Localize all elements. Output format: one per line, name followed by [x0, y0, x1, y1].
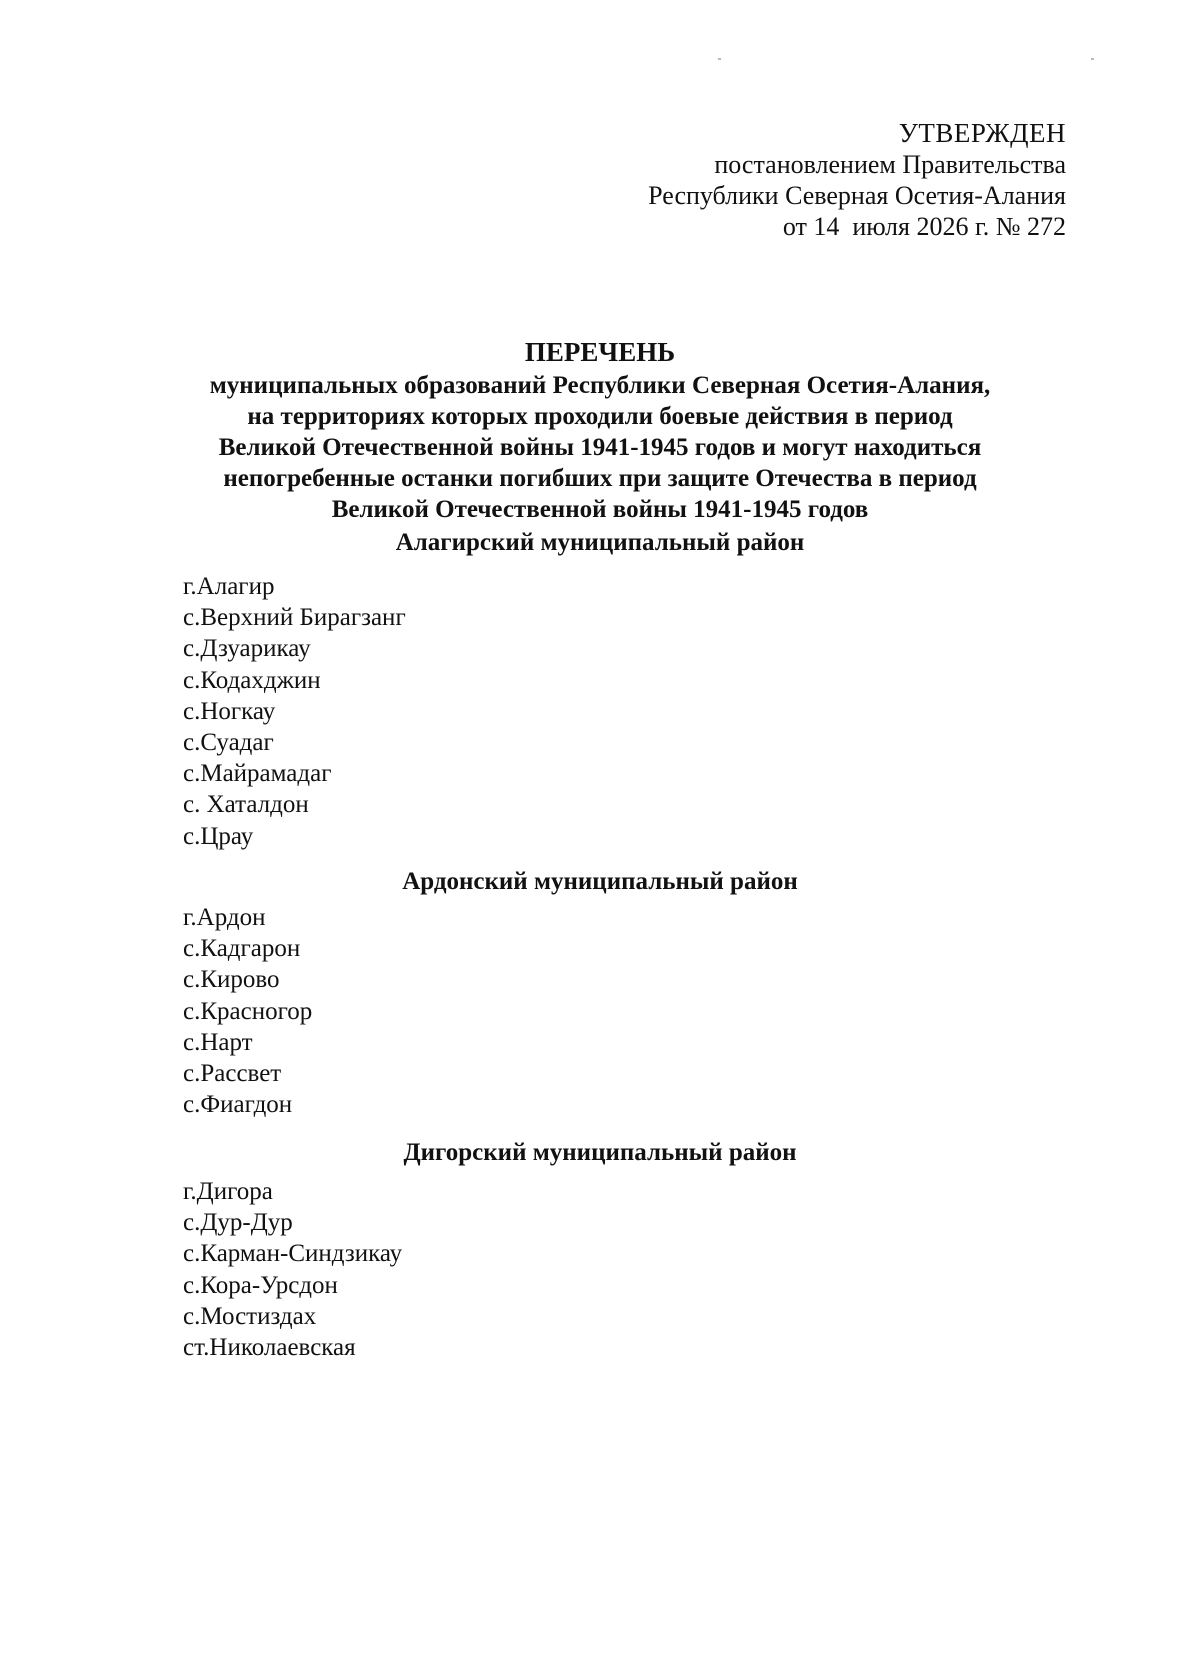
title-line-5: Великой Отечественной войны 1941-1945 годов	[331, 496, 869, 523]
approval-line-2: Республики Северная Осетия-Алания	[648, 181, 1066, 210]
list-item: г.Алагир	[183, 573, 275, 600]
approval-line-1: постановлением Правительства	[714, 150, 1066, 179]
approval-stamp-block	[648, 118, 1066, 242]
place-list-alagir	[183, 571, 406, 852]
list-item: с.Рассвет	[183, 1060, 282, 1088]
list-item: с.Дур-Дур	[183, 1209, 293, 1237]
list-item: с.Кадгарон	[183, 935, 301, 963]
document-title-block	[100, 337, 1100, 525]
list-item: с.Мостиздах	[183, 1302, 317, 1330]
place-list-ardon	[183, 902, 312, 1120]
title-line-4: непогребенные останки погибших при защите Отечества в период	[223, 465, 977, 492]
list-item: с.Фиагдон	[183, 1091, 293, 1119]
section-heading-ardon: Ардонский муниципальный район	[402, 868, 798, 895]
title-line-3: Великой Отечественной войны 1941-1945 годов и могут находиться	[218, 434, 982, 461]
scan-speck	[1091, 58, 1094, 60]
list-item: г.Дигора	[183, 1178, 273, 1205]
document-title: ПЕРЕЧЕНЬ	[524, 337, 676, 367]
list-item: с.Карман-Синдзикау	[183, 1240, 403, 1268]
list-item: с.Кодахджин	[183, 666, 321, 694]
list-item: ст.Николаевская	[183, 1334, 356, 1362]
list-item: г.Ардон	[183, 904, 266, 931]
list-item: с.Дзуарикау	[183, 635, 311, 663]
approval-line-3: от 14 июля 2026 г. № 272	[782, 212, 1066, 241]
list-item: с.Майрамадаг	[183, 760, 332, 788]
list-item: с. Хаталдон	[183, 791, 309, 819]
list-item: с.Кора-Урсдон	[183, 1271, 338, 1299]
place-list-digora	[183, 1176, 402, 1363]
title-line-2: на территориях которых проходили боевые действия в период	[247, 403, 953, 430]
list-item: с.Кирово	[183, 966, 280, 994]
list-item: с.Красногор	[183, 997, 313, 1025]
approval-stamp: УТВЕРЖДЕН	[898, 118, 1066, 148]
section-heading-alagir: Алагирский муниципальный район	[395, 529, 805, 556]
list-item: с.Нарт	[183, 1028, 253, 1056]
list-item: с.Ногкау	[183, 697, 276, 725]
list-item: с.Верхний Бирагзанг	[183, 604, 406, 632]
title-line-1: муниципальных образований Республики Северная Осетия-Алания,	[209, 372, 991, 399]
section-heading-digora: Дигорский муниципальный район	[403, 1139, 797, 1166]
list-item: с.Суадаг	[183, 729, 274, 757]
scan-speck	[718, 58, 721, 60]
list-item: с.Црау	[183, 822, 254, 850]
